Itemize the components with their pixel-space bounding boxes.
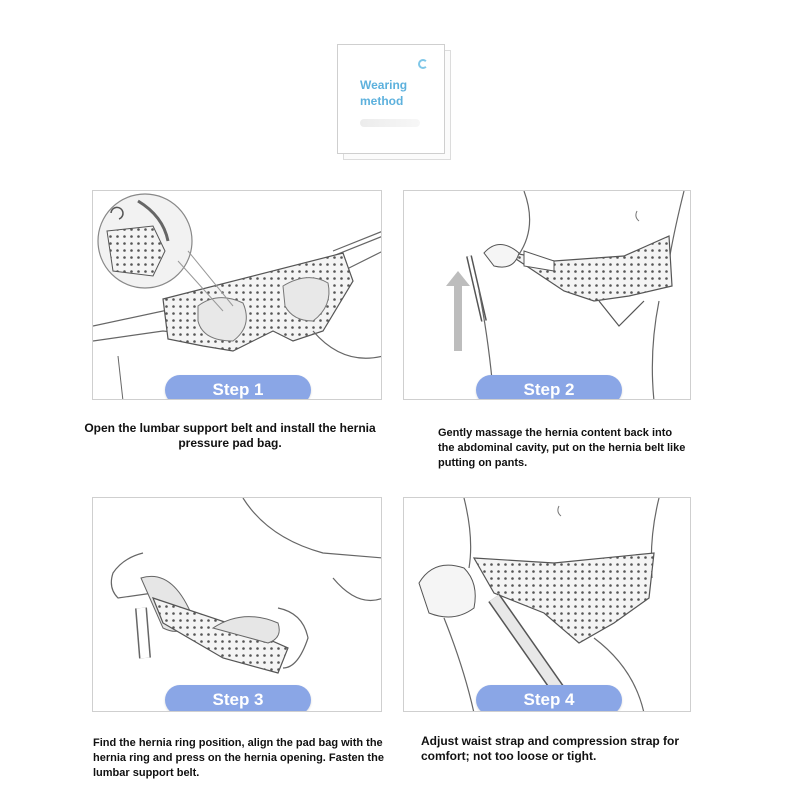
step-1-label: Step 1 xyxy=(165,375,311,400)
step-3-panel xyxy=(92,497,382,712)
step-1-caption: Open the lumbar support belt and install the hernia pressure pad bag. xyxy=(84,421,376,450)
step-2-illustration xyxy=(404,191,691,400)
loading-ring-icon xyxy=(418,59,428,69)
step-1-illustration xyxy=(93,191,382,400)
page-title: Wearing method xyxy=(360,78,408,108)
step-4-panel xyxy=(403,497,691,712)
step-2-panel xyxy=(403,190,691,400)
step-3-illustration xyxy=(93,498,382,712)
title-card xyxy=(337,44,445,154)
step-1-panel xyxy=(92,190,382,400)
step-4-label: Step 4 xyxy=(476,685,622,712)
step-2-caption: Gently massage the hernia content back into the abdominal cavity, put on the hernia belt like putting on pants. xyxy=(438,427,686,469)
step-3-caption: Find the hernia ring position, align the pad bag with the hernia ring and press on the hernia opening. Fasten the lumbar support belt. xyxy=(93,737,384,779)
step-4-illustration xyxy=(404,498,691,712)
step-2-label: Step 2 xyxy=(476,375,622,400)
step-3-label: Step 3 xyxy=(165,685,311,712)
step-4-caption: Adjust waist strap and compression strap for comfort; not too loose or tight. xyxy=(421,734,680,763)
title-decoration xyxy=(360,119,420,127)
